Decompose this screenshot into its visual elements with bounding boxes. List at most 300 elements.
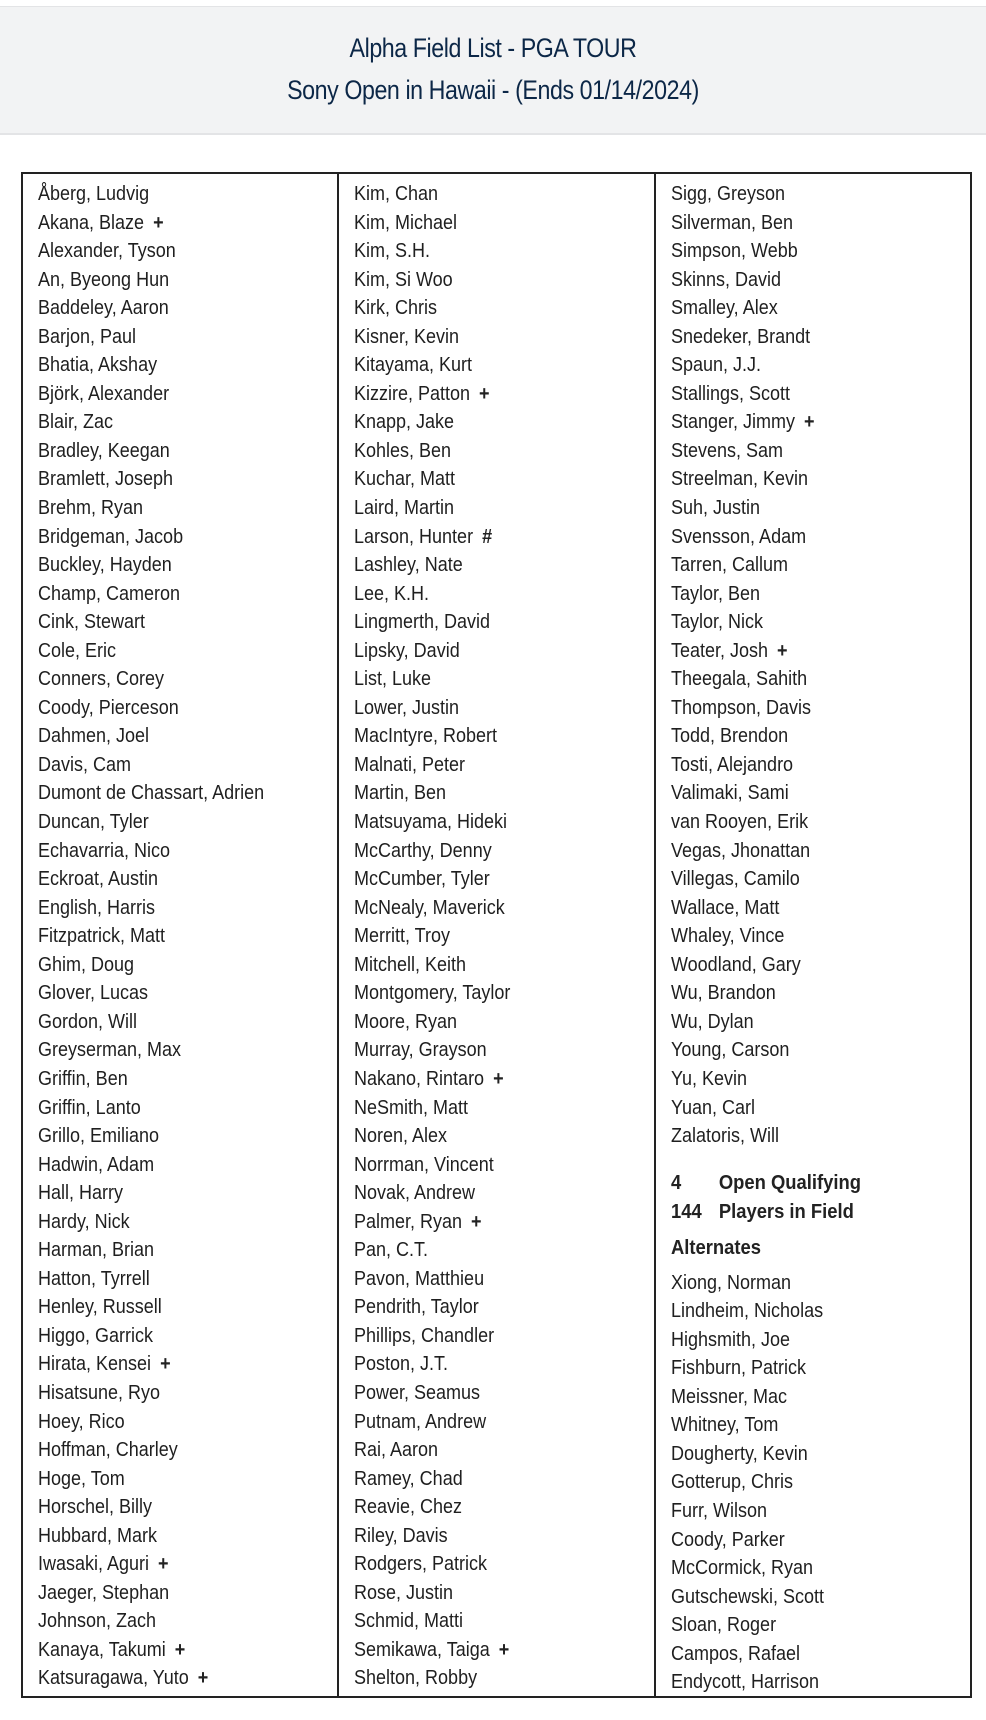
player-name-text: Tosti, Alejandro [670, 753, 793, 776]
player-name-text: Stanger, Jimmy [670, 411, 795, 434]
player-name [671, 380, 940, 409]
player-name-text: Nakano, Rintaro [354, 1067, 485, 1090]
player-name-text: Riley, Davis [354, 1524, 449, 1547]
alternate-name: Coody, Parker [670, 1528, 785, 1551]
alternate-name: Highsmith, Joe [670, 1328, 790, 1351]
player-name [38, 922, 307, 951]
alternate-name: Endycott, Harrison [670, 1671, 819, 1694]
player-name-text: Champ, Cameron [38, 582, 181, 605]
player-name-text: Montgomery, Taylor [354, 982, 511, 1005]
alternate-name: Furr, Wilson [670, 1499, 767, 1522]
player-name [671, 1065, 940, 1094]
player-name-text: Zalatoris, Will [670, 1125, 779, 1148]
player-name [354, 951, 623, 980]
player-status-mark: + [479, 382, 490, 405]
player-name-text: Yuan, Carl [670, 1096, 755, 1119]
player-status-mark: + [471, 1210, 482, 1233]
player-name [671, 608, 940, 637]
player-name-text: Putnam, Andrew [354, 1410, 487, 1433]
player-name [354, 465, 623, 494]
player-name [354, 1322, 623, 1351]
player-name [38, 1008, 307, 1037]
player-name-text: Kuchar, Matt [354, 468, 456, 491]
player-name-text: Wallace, Matt [670, 896, 780, 919]
player-name-text: Rose, Justin [354, 1581, 454, 1604]
player-name [671, 894, 940, 923]
player-name [671, 465, 940, 494]
player-name [38, 779, 307, 808]
player-name [354, 1522, 623, 1551]
player-name-text: Valimaki, Sami [670, 782, 789, 805]
player-name-text: van Rooyen, Erik [670, 811, 808, 834]
player-name-text: Hirata, Kensei [38, 1353, 152, 1376]
player-name-text: Larson, Hunter [354, 525, 474, 548]
player-name [354, 1636, 623, 1665]
player-name-text: An, Byeong Hun [38, 268, 170, 291]
player-name-text: Noren, Alex [354, 1125, 448, 1148]
player-name-text: Buckley, Hayden [38, 554, 172, 577]
player-name-text: Smalley, Alex [670, 297, 778, 320]
player-name-text: Kirk, Chris [354, 297, 438, 320]
field-column-3 [656, 174, 970, 1696]
player-name [354, 722, 623, 751]
player-name [671, 551, 940, 580]
player-status-mark: + [158, 1553, 169, 1576]
player-name-text: Harman, Brian [38, 1239, 155, 1262]
alternates-list [671, 1269, 970, 1696]
player-name [38, 437, 307, 466]
player-name [354, 1465, 623, 1494]
player-name-text: Bradley, Keegan [38, 439, 170, 462]
player-status-mark: + [160, 1353, 171, 1376]
player-name [354, 437, 623, 466]
player-name [38, 1322, 307, 1351]
player-name-text: Kim, S.H. [354, 240, 431, 263]
player-name-text: Rodgers, Patrick [354, 1553, 488, 1576]
player-name-text: Simpson, Webb [670, 240, 798, 263]
player-name-text: Suh, Justin [670, 497, 760, 520]
player-name [38, 1036, 307, 1065]
player-name-text: Kitayama, Kurt [354, 354, 473, 377]
player-name-text: Matsuyama, Hideki [354, 811, 508, 834]
player-name-text: Pavon, Matthieu [354, 1267, 485, 1290]
player-name [671, 266, 940, 295]
player-name [354, 294, 623, 323]
summary-row [671, 1169, 946, 1198]
player-name-text: NeSmith, Matt [354, 1096, 469, 1119]
player-name [38, 1065, 307, 1094]
player-name [671, 951, 940, 980]
player-name-text: Kizzire, Patton [354, 382, 471, 405]
player-name [38, 266, 307, 295]
alternate-name: Dougherty, Kevin [670, 1442, 808, 1465]
player-name-text: Fitzpatrick, Matt [38, 925, 166, 948]
player-name [38, 237, 307, 266]
player-name [671, 408, 940, 437]
player-name [671, 580, 940, 609]
player-name [671, 694, 940, 723]
player-name [354, 1579, 623, 1608]
player-name-text: Henley, Russell [38, 1296, 162, 1319]
player-name [354, 494, 623, 523]
player-name [354, 351, 623, 380]
player-name-text: Cole, Eric [38, 639, 117, 662]
player-name [671, 351, 940, 380]
player-name [354, 608, 623, 637]
player-name-text: Hatton, Tyrrell [38, 1267, 150, 1290]
player-name-text: Barjon, Paul [38, 325, 137, 348]
player-status-mark: + [499, 1638, 510, 1661]
player-name [354, 1493, 623, 1522]
player-name [354, 808, 623, 837]
player-name [671, 808, 940, 837]
player-name [354, 1379, 623, 1408]
player-name [354, 1350, 623, 1379]
player-name-text: Kohles, Ben [354, 439, 452, 462]
player-name [38, 894, 307, 923]
player-name [354, 894, 623, 923]
player-name-text: Hardy, Nick [38, 1210, 130, 1233]
player-name-text: Hall, Harry [38, 1182, 124, 1205]
player-name-text: Davis, Cam [38, 753, 132, 776]
player-name-text: Whaley, Vince [670, 925, 785, 948]
player-name [38, 351, 307, 380]
field-summary [671, 1169, 970, 1227]
player-name-text: Kim, Chan [354, 183, 439, 205]
player-name-text: Blair, Zac [38, 411, 114, 434]
player-name-text: Bridgeman, Jacob [38, 525, 184, 548]
player-name [354, 523, 623, 552]
player-name [671, 323, 940, 352]
alternate-name: Gutschewski, Scott [670, 1585, 824, 1608]
player-name-text: Villegas, Camilo [670, 868, 800, 891]
player-name-text: Conners, Corey [38, 668, 165, 691]
player-name [354, 837, 623, 866]
player-name [38, 1350, 307, 1379]
alternate-name: Sloan, Roger [670, 1614, 776, 1637]
player-name-text: Kim, Michael [354, 211, 458, 234]
player-name-text: Lingmerth, David [354, 611, 491, 634]
player-status-mark: # [482, 525, 493, 548]
player-name-text: Echavarria, Nico [38, 839, 171, 862]
player-name [38, 494, 307, 523]
summary-label: Players in Field [718, 1200, 854, 1223]
alternate-name: Whitney, Tom [670, 1414, 779, 1437]
player-name-text: Novak, Andrew [354, 1182, 476, 1205]
player-name-text: Coody, Pierceson [38, 696, 179, 719]
player-name-text: Akana, Blaze [38, 211, 145, 234]
player-name-text: Woodland, Gary [670, 953, 801, 976]
player-name [38, 580, 307, 609]
player-name [38, 1236, 307, 1265]
player-name [38, 1664, 307, 1693]
player-status-mark: + [197, 1667, 209, 1690]
player-name-text: Poston, J.T. [354, 1353, 449, 1376]
alternate-name: Campos, Rafael [670, 1642, 800, 1665]
player-name-text: Schmid, Matti [354, 1610, 464, 1633]
player-name [671, 523, 940, 552]
player-status-mark: + [776, 639, 788, 662]
alternate-name: McCormick, Ryan [670, 1557, 813, 1580]
player-name-text: Power, Seamus [354, 1381, 481, 1404]
player-name-text: Bhatia, Akshay [38, 354, 158, 377]
player-name [354, 922, 623, 951]
player-name-text: Young, Carson [670, 1039, 790, 1062]
player-name [38, 1265, 307, 1294]
player-name-text: Alexander, Tyson [38, 240, 176, 263]
player-name [38, 608, 307, 637]
alternate-name: Lindheim, Nicholas [670, 1300, 823, 1323]
player-name-text: Lee, K.H. [354, 582, 430, 605]
player-name-text: Malnati, Peter [354, 753, 466, 776]
player-name-text: Kim, Si Woo [354, 268, 454, 291]
player-name-text: Stevens, Sam [670, 439, 783, 462]
summary-row [671, 1198, 946, 1227]
player-name-text: Björk, Alexander [38, 382, 170, 405]
player-name [38, 1151, 307, 1180]
player-name [354, 1550, 623, 1579]
player-name-text: Baddeley, Aaron [38, 297, 169, 320]
player-status-mark: + [493, 1067, 504, 1090]
summary-count: 144 [670, 1200, 702, 1223]
player-name [354, 1664, 623, 1693]
player-name [38, 408, 307, 437]
player-name [671, 751, 940, 780]
player-name-text: English, Harris [38, 896, 156, 919]
player-name [354, 323, 623, 352]
page-title: Alpha Field List - PGA TOUR [349, 33, 637, 63]
player-name-text: Johnson, Zach [38, 1610, 157, 1633]
player-name-text: Theegala, Sahith [670, 668, 807, 691]
player-name [38, 180, 307, 209]
player-name [38, 1436, 307, 1465]
player-name [354, 209, 623, 238]
player-name-text: Duncan, Tyler [38, 811, 149, 834]
player-name-text: Murray, Grayson [354, 1039, 488, 1062]
player-name [38, 979, 307, 1008]
player-name [38, 751, 307, 780]
player-name [671, 1008, 940, 1037]
player-name [38, 1408, 307, 1437]
page-header [0, 6, 986, 135]
player-name [38, 1208, 307, 1237]
player-name [354, 1436, 623, 1465]
player-name-text: Cink, Stewart [38, 611, 146, 634]
player-name [671, 437, 940, 466]
player-name [354, 1008, 623, 1037]
player-name [354, 1179, 623, 1208]
player-name [38, 1636, 307, 1665]
player-name [38, 808, 307, 837]
player-name [671, 1094, 940, 1123]
player-name-text: Lower, Justin [354, 696, 460, 719]
player-name [38, 694, 307, 723]
player-name [38, 465, 307, 494]
player-name-text: Gordon, Will [38, 1010, 138, 1033]
player-name [38, 1607, 307, 1636]
player-name-text: Phillips, Chandler [354, 1324, 495, 1347]
player-name [671, 180, 940, 209]
player-name-text: Wu, Brandon [670, 982, 776, 1005]
player-name [354, 580, 623, 609]
player-name-text: Hoge, Tom [38, 1467, 125, 1490]
player-name [354, 1151, 623, 1180]
player-name [354, 779, 623, 808]
player-name [671, 294, 940, 323]
player-name-text: Shelton, Robby [354, 1667, 478, 1690]
player-name-text: Snedeker, Brandt [670, 325, 810, 348]
player-name [354, 751, 623, 780]
player-name-text: Pendrith, Taylor [354, 1296, 480, 1319]
player-name-text: Teater, Josh [670, 639, 768, 662]
player-name-text: Hoffman, Charley [38, 1439, 178, 1462]
field-column-1 [23, 174, 339, 1696]
player-name-text: Stallings, Scott [670, 382, 790, 405]
player-name [38, 380, 307, 409]
player-name-text: McNealy, Maverick [354, 896, 506, 919]
player-name [671, 1036, 940, 1065]
player-name [671, 494, 940, 523]
player-name-text: Sigg, Greyson [670, 183, 785, 205]
player-name [671, 665, 940, 694]
player-name-text: Hadwin, Adam [38, 1153, 155, 1176]
player-name-text: Norrman, Vincent [354, 1153, 495, 1176]
player-name [354, 1236, 623, 1265]
player-status-mark: + [153, 211, 164, 234]
player-name-text: Pan, C.T. [354, 1239, 429, 1262]
player-name-text: Taylor, Ben [670, 582, 760, 605]
player-name [38, 1522, 307, 1551]
player-name [38, 1379, 307, 1408]
player-name-text: Laird, Martin [354, 497, 455, 520]
player-name [354, 865, 623, 894]
field-column-3-names [671, 180, 970, 1151]
player-name [354, 1065, 623, 1094]
player-name-text: Vegas, Jhonattan [670, 839, 810, 862]
player-name [354, 665, 623, 694]
player-name [671, 979, 940, 1008]
player-name [38, 323, 307, 352]
player-name-text: Wu, Dylan [670, 1010, 754, 1033]
player-name [354, 1265, 623, 1294]
player-name [671, 865, 940, 894]
player-name [354, 180, 623, 209]
player-name-text: Rai, Aaron [354, 1439, 439, 1462]
player-name-text: Horschel, Billy [38, 1496, 153, 1519]
player-name [354, 637, 623, 666]
player-name-text: Kisner, Kevin [354, 325, 460, 348]
player-name-text: Hoey, Rico [38, 1410, 125, 1433]
player-name-text: Thompson, Davis [670, 696, 811, 719]
player-name-text: Griffin, Ben [38, 1067, 128, 1090]
player-name-text: MacIntyre, Robert [354, 725, 498, 748]
player-name-text: Reavie, Chez [354, 1496, 463, 1519]
player-name-text: Hisatsune, Ryo [38, 1381, 161, 1404]
player-name [354, 694, 623, 723]
summary-label: Open Qualifying [718, 1171, 861, 1194]
player-name [38, 209, 307, 238]
player-name-text: Skinns, David [670, 268, 781, 291]
player-name-text: Hubbard, Mark [38, 1524, 158, 1547]
player-name [354, 1208, 623, 1237]
player-name-text: Katsuragawa, Yuto [38, 1667, 189, 1690]
player-name [354, 1293, 623, 1322]
player-name-text: Kanaya, Takumi [38, 1638, 166, 1661]
player-name-text: Svensson, Adam [670, 525, 806, 548]
player-name-text: Ramey, Chad [354, 1467, 464, 1490]
player-name [38, 1179, 307, 1208]
player-name [38, 294, 307, 323]
player-name [671, 637, 940, 666]
player-name-text: Brehm, Ryan [38, 497, 144, 520]
player-name-text: Grillo, Emiliano [38, 1125, 160, 1148]
player-name-text: Dahmen, Joel [38, 725, 150, 748]
player-name-text: Tarren, Callum [670, 554, 788, 577]
field-column-2 [339, 174, 655, 1696]
player-name [671, 837, 940, 866]
player-name-text: Palmer, Ryan [354, 1210, 463, 1233]
player-name [671, 209, 940, 238]
player-name [38, 1579, 307, 1608]
player-name [354, 408, 623, 437]
player-name [38, 865, 307, 894]
alternate-name: Gotterup, Chris [670, 1471, 793, 1494]
player-name [671, 1122, 940, 1151]
player-name-text: Griffin, Lanto [38, 1096, 141, 1119]
player-name [354, 266, 623, 295]
player-name-text: Dumont de Chassart, Adrien [38, 782, 265, 805]
player-name [354, 1408, 623, 1437]
player-name-text: Martin, Ben [354, 782, 447, 805]
player-name-text: Bramlett, Joseph [38, 468, 174, 491]
player-name [354, 1607, 623, 1636]
player-name [671, 779, 940, 808]
player-name [38, 1465, 307, 1494]
player-name-text: McCumber, Tyler [354, 868, 491, 891]
alternates-heading: Alternates [670, 1236, 761, 1259]
player-name [38, 1293, 307, 1322]
player-name [354, 1036, 623, 1065]
field-list-table [21, 172, 972, 1698]
player-name [354, 551, 623, 580]
player-name [354, 1122, 623, 1151]
player-name-text: Silverman, Ben [670, 211, 793, 234]
alternate-name: Meissner, Mac [670, 1385, 787, 1408]
player-name [38, 1094, 307, 1123]
player-name-text: Yu, Kevin [670, 1067, 747, 1090]
alternate-name: Fishburn, Patrick [670, 1357, 806, 1380]
player-name-text: Todd, Brendon [670, 725, 788, 748]
player-name [38, 951, 307, 980]
player-name-text: Spaun, J.J. [670, 354, 761, 377]
player-name [671, 722, 940, 751]
player-name-text: Lashley, Nate [354, 554, 464, 577]
player-status-mark: + [174, 1638, 186, 1661]
player-name [38, 523, 307, 552]
player-name-text: Merritt, Troy [354, 925, 451, 948]
player-name [354, 237, 623, 266]
summary-count: 4 [670, 1171, 681, 1194]
alternate-name: Xiong, Norman [670, 1271, 791, 1294]
player-name [671, 922, 940, 951]
player-name-text: Lipsky, David [354, 639, 461, 662]
player-name-text: Greyserman, Max [38, 1039, 182, 1062]
player-status-mark: + [803, 411, 815, 434]
player-name [38, 1122, 307, 1151]
player-name [38, 665, 307, 694]
player-name-text: Moore, Ryan [354, 1010, 458, 1033]
player-name-text: Jaeger, Stephan [38, 1581, 170, 1604]
